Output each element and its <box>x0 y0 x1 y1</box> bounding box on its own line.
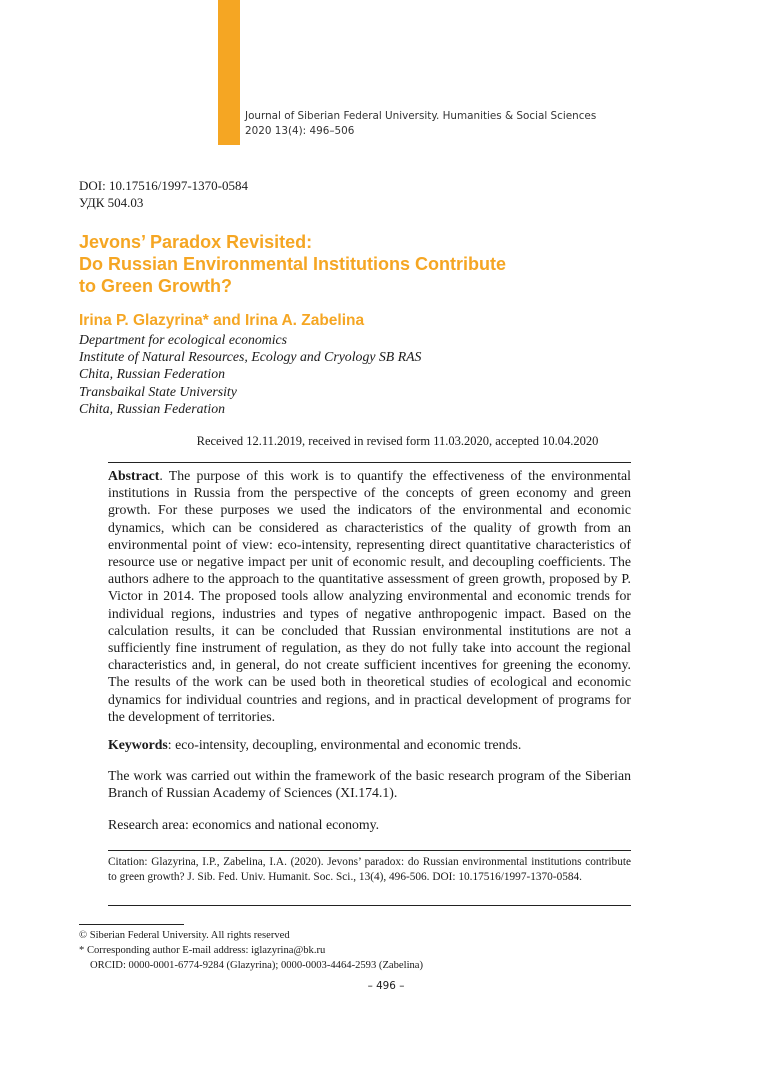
abstract-top-rule <box>108 462 631 463</box>
journal-header <box>245 109 596 139</box>
page-number: – 496 – <box>367 980 405 992</box>
title-line-2: Do Russian Environmental Institutions Contribute <box>79 254 507 274</box>
article-identifiers <box>79 177 248 211</box>
citation: Citation: Glazyrina, I.P., Zabelina, I.A. (2020). Jevons’ paradox: do Russian environmental institutions contribute to green growth? J. Sib. Fed. Univ. Humanit. Soc. Sci., 13(4), 496-506. DOI: 10.17516/1997-1370-0584. <box>108 856 631 884</box>
affiliation-line: Institute of Natural Resources, Ecology and Cryology SB RAS <box>79 349 422 365</box>
title-line-3: to Green Growth? <box>79 276 232 296</box>
abstract-text: . The purpose of this work is to quantify the effectiveness of the environmental institutions in Russia from the perspective of the concepts of green economy and green growth. For these purposes we used the indicators of the environmental and economic dynamics, which can be considered as characteristics of the quality of growth from an environmental point of view: eco-intensity, representing direct quantitative characteristics of resource use or negative impact per unit of economic result, and decoupling coefficients. The authors adhere to the approach to the quantitative assessment of green growth, proposed by P. Victor in 2014. The proposed tools allow analyzing environmental and economic trends for individual regions, industries and types of negative anthropogenic impact. Based on the calculation results, it can be concluded that Russian environmental institutions are not a sufficiently fine instrument of regulation, as they do not fully take into account the regional characteristics and, in general, do not create sufficient incentives for greening the economy. The results of the work can be used both in theoretical studies of ecological and economic dynamics for individual countries and regions, and in practical development of programs for the development of territories. <box>108 468 631 724</box>
footnote-rule <box>79 924 184 925</box>
received-dates: Received 12.11.2019, received in revised form 11.03.2020, accepted 10.04.2020 <box>196 434 599 448</box>
affiliations <box>79 331 421 417</box>
keywords-text: : eco-intensity, decoupling, environmental and economic trends. <box>167 737 522 752</box>
article-title <box>79 231 506 297</box>
research-area: Research area: economics and national economy. <box>108 817 380 832</box>
copyright-note: © Siberian Federal University. All rights reserved <box>79 930 290 941</box>
citation-bottom-rule <box>108 905 631 906</box>
funding-note: The work was carried out within the framework of the basic research program of the Siberian Branch of Russian Academy of Sciences (XI.174.1). <box>108 768 631 801</box>
affiliation-line: Transbaikal State University <box>79 383 237 399</box>
affiliation-line: Chita, Russian Federation <box>79 366 226 382</box>
udk: УДК 504.03 <box>79 195 144 210</box>
keywords <box>108 736 631 753</box>
journal-issue: 2020 13(4): 496–506 <box>245 125 355 137</box>
doi[interactable]: DOI: 10.17516/1997-1370-0584 <box>79 178 248 193</box>
orcid-note: ORCID: 0000-0001-6774-9284 (Glazyrina); 0000-0003-4464-2593 (Zabelina) <box>90 960 424 971</box>
footnotes <box>79 928 423 973</box>
journal-name: Journal of Siberian Federal University. Humanities & Social Sciences <box>245 110 597 122</box>
affiliation-line: Chita, Russian Federation <box>79 400 226 416</box>
keywords-label: Keywords <box>108 737 168 752</box>
abstract <box>108 467 631 725</box>
header-accent-bar <box>218 0 240 145</box>
abstract-label: Abstract <box>108 468 160 483</box>
citation-top-rule <box>108 850 631 851</box>
affiliation-line: Department for ecological economics <box>79 332 288 347</box>
authors: Irina P. Glazyrina* and Irina A. Zabelina <box>79 312 365 329</box>
title-line-1: Jevons’ Paradox Revisited: <box>79 232 313 252</box>
corresponding-author-note: * Corresponding author E-mail address: iglazyrina@bk.ru <box>79 945 326 956</box>
